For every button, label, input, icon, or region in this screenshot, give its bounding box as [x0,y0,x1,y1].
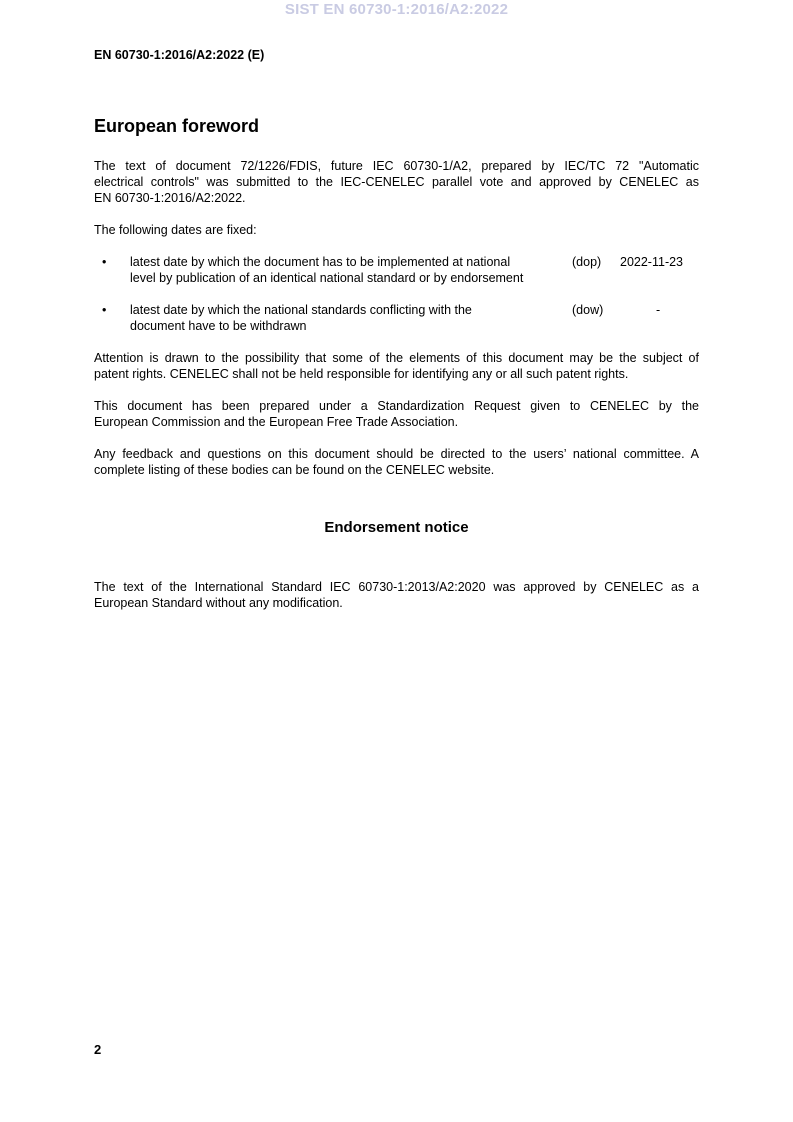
date-list-item [94,302,699,334]
foreword-intro-line: The text of document 72/1226/FDIS, future IEC 60730-1/A2, prepared by IEC/TC 72 "Automatic [94,159,699,173]
date-item-text-line: level by publication of an identical national standard or by endorsement [130,271,524,285]
date-item-text-line: latest date by which the document has to be implemented at national [130,255,511,269]
date-item-text [130,302,560,334]
endorsement-line: The text of the International Standard IEC 60730-1:2013/A2:2020 was approved by CENELEC as a [94,580,699,594]
patent-paragraph [94,350,699,382]
feedback-paragraph [94,446,699,478]
foreword-intro-line: EN 60730-1:2016/A2:2022. [94,191,246,205]
foreword-intro-paragraph [94,158,699,206]
page-number: 2 [94,1042,102,1057]
feedback-line: Any feedback and questions on this document should be directed to the users’ national committee. A [94,447,699,461]
date-item-text-line: latest date by which the national standards conflicting with the [130,303,472,317]
mandate-paragraph [94,398,699,430]
endorsement-line: European Standard without any modification. [94,596,343,610]
date-item-text [130,254,560,286]
foreword-intro-line: electrical controls" was submitted to the IEC-CENELEC parallel vote and approved by CENELEC as [94,175,699,189]
mandate-line: European Commission and the European Free Trade Association. [94,415,459,429]
patent-line: Attention is drawn to the possibility that some of the elements of this document may be the subject of [94,351,699,365]
bullet: • [102,255,107,269]
document-identifier: EN 60730-1:2016/A2:2022 (E) [94,48,265,62]
date-code: (dow) [572,303,604,317]
endorsement-title: Endorsement notice [324,519,469,536]
date-item-text-line: document have to be withdrawn [130,319,307,333]
date-value: 2022-11-23 [620,255,684,269]
date-value: - [656,303,661,317]
mandate-line: This document has been prepared under a Standardization Request given to CENELEC by the [94,399,699,413]
date-code: (dop) [572,255,602,269]
foreword-title: European foreword [94,116,260,136]
bullet: • [102,303,107,317]
dates-intro: The following dates are fixed: [94,223,257,237]
endorsement-paragraph [94,579,699,611]
patent-line: patent rights. CENELEC shall not be held responsible for identifying any or all such patent rights. [94,367,629,381]
date-list-item [94,254,699,286]
watermark: SIST EN 60730-1:2016/A2:2022 [284,1,509,18]
feedback-line: complete listing of these bodies can be found on the CENELEC website. [94,463,495,477]
